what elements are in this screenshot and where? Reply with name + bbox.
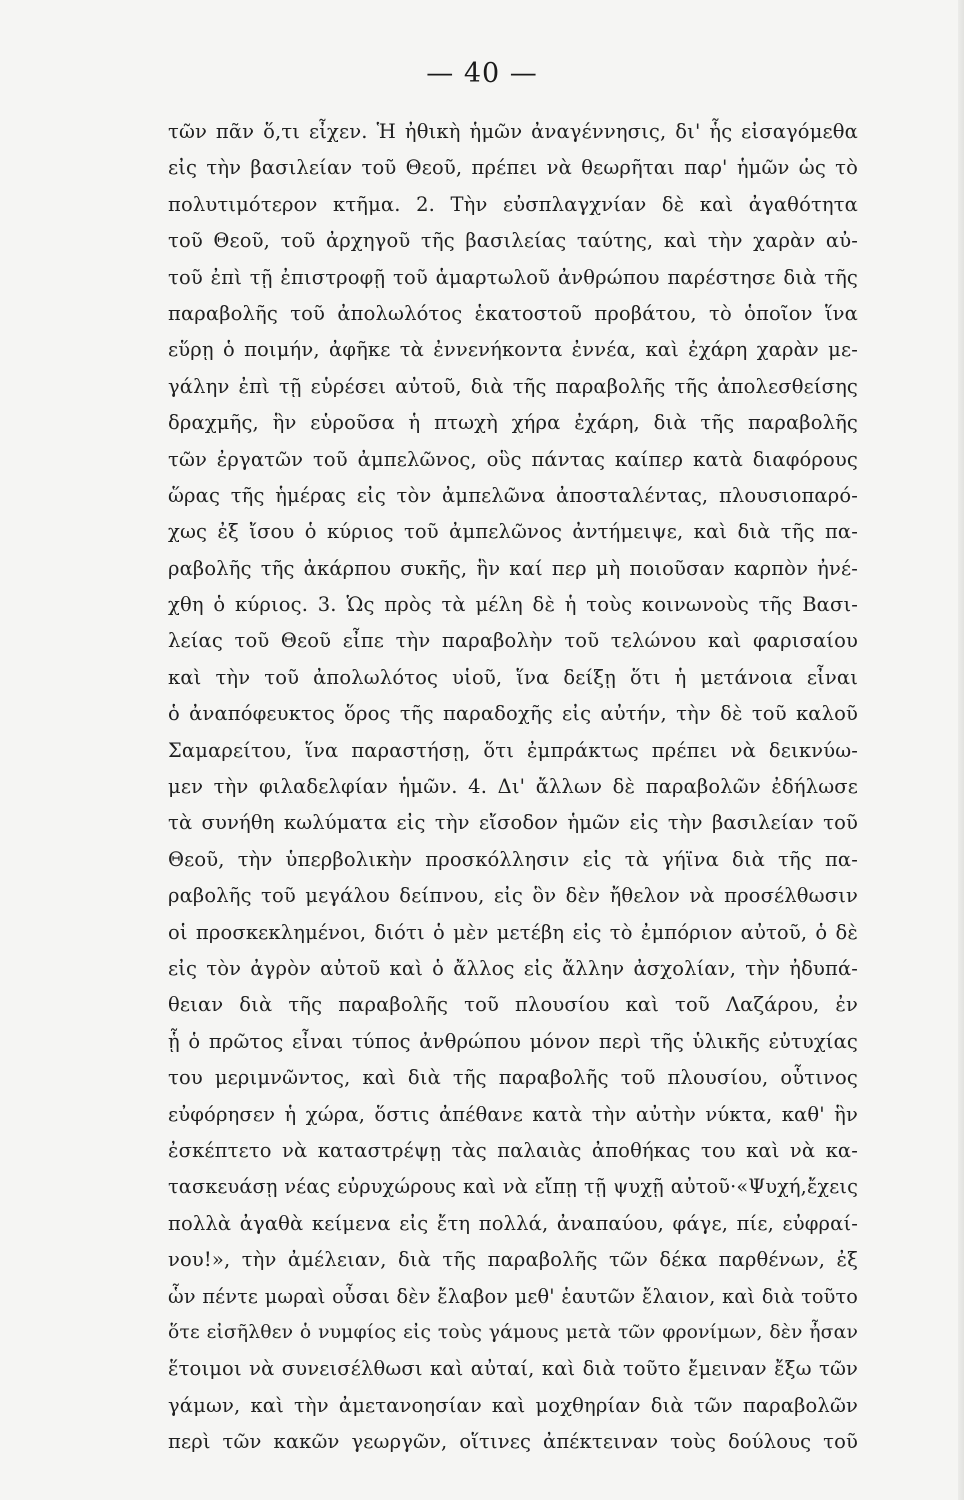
- text-line: οἱ προσκεκλημένοι, διότι ὁ μὲν μετέβη εἰς τὸ ἐμπόριον αὐτοῦ, ὁ δὲ: [168, 920, 858, 944]
- text-line: πολλὰ ἀγαθὰ κείμενα εἰς ἔτη πολλά, ἀναπαύου, φάγε, πίε, εὐφραί-: [168, 1211, 858, 1235]
- text-line: περὶ τῶν κακῶν γεωργῶν, οἵτινες ἀπέκτειναν τοὺς δούλους τοῦ: [168, 1430, 858, 1454]
- text-line: μεν τὴν φιλαδελφίαν ἡμῶν. 4. Δι' ἄλλων δὲ παραβολῶν ἐδήλωσε: [168, 775, 858, 799]
- text-line: ὧν πέντε μωραὶ οὖσαι δὲν ἔλαβον μεθ' ἑαυτῶν ἔλαιον, καὶ διὰ τοῦτο: [168, 1284, 858, 1308]
- scan-edge: [958, 0, 964, 1500]
- text-line: δραχμῆς, ἣν εὑροῦσα ἡ πτωχὴ χήρα ἐχάρη, διὰ τῆς παραβολῆς: [168, 411, 858, 435]
- text-line: ᾗ ὁ πρῶτος εἶναι τύπος ἀνθρώπου μόνον περὶ τῆς ὑλικῆς εὐτυχίας: [168, 1029, 858, 1053]
- text-line: ἕτοιμοι νὰ συνεισέλθωσι καὶ αὐταί, καὶ διὰ τοῦτο ἔμειναν ἔξω τῶν: [168, 1357, 858, 1381]
- text-line: πολυτιμότερον κτῆμα. 2. Τὴν εὐσπλαγχνίαν δὲ καὶ ἀγαθότητα: [168, 192, 858, 216]
- text-line: του μεριμνῶντος, καὶ διὰ τῆς παραβολῆς τοῦ πλουσίου, οὗτινος: [168, 1066, 858, 1090]
- text-line: εἰς τὸν ἀγρὸν αὐτοῦ καὶ ὁ ἄλλος εἰς ἄλλην ἀσχολίαν, τὴν ἠδυπά-: [168, 956, 858, 980]
- text-line: ὅτε εἰσῆλθεν ὁ νυμφίος εἰς τοὺς γάμους μετὰ τῶν φρονίμων, δὲν ἦσαν: [168, 1321, 858, 1343]
- text-line: ὁ ἀναπόφευκτος ὅρος τῆς παραδοχῆς εἰς αὐτήν, τὴν δὲ τοῦ καλοῦ: [168, 702, 858, 726]
- text-line: τὰ συνήθη κωλύματα εἰς τὴν εἴσοδον ἡμῶν εἰς τὴν βασιλείαν τοῦ: [168, 811, 858, 835]
- text-line: Θεοῦ, τὴν ὑπερβολικὴν προσκόλλησιν εἰς τὰ γήϊνα διὰ τῆς πα-: [168, 847, 858, 871]
- body-text: [168, 114, 858, 1460]
- text-line: γάμων, καὶ τὴν ἀμετανοησίαν καὶ μοχθηρίαν διὰ τῶν παραβολῶν: [168, 1393, 858, 1417]
- text-line: παραβολῆς τοῦ ἀπολωλότος ἑκατοστοῦ προβάτου, τὸ ὁποῖον ἵνα: [168, 301, 858, 325]
- text-line: τῶν πᾶν ὅ,τι εἶχεν. Ἡ ἠθικὴ ἡμῶν ἀναγέννησις, δι' ἧς εἰσαγόμεθα: [168, 120, 858, 143]
- page-number: — 40 —: [426, 58, 538, 89]
- text-line: τασκευάσῃ νέας εὐρυχώρους καὶ νὰ εἴπῃ τῇ ψυχῇ αὐτοῦ·«Ψυχή,ἔχεις: [168, 1175, 858, 1199]
- text-line: λείας τοῦ Θεοῦ εἶπε τὴν παραβολὴν τοῦ τελώνου καὶ φαρισαίου: [168, 629, 858, 653]
- text-line: τῶν ἐργατῶν τοῦ ἀμπελῶνος, οὓς πάντας καίπερ κατὰ διαφόρους: [168, 447, 858, 471]
- text-line: ραβολῆς τοῦ μεγάλου δείπνου, εἰς ὃν δὲν ἤθελον νὰ προσέλθωσιν: [168, 884, 858, 908]
- text-line: νου!», τὴν ἀμέλειαν, διὰ τῆς παραβολῆς τῶν δέκα παρθένων, ἐξ: [168, 1248, 858, 1272]
- text-line: ἐσκέπτετο νὰ καταστρέψῃ τὰς παλαιὰς ἀποθήκας του καὶ νὰ κα-: [168, 1138, 858, 1162]
- text-line: τοῦ ἐπὶ τῇ ἐπιστροφῇ τοῦ ἁμαρτωλοῦ ἀνθρώπου παρέστησε διὰ τῆς: [168, 265, 858, 289]
- text-line: εὕρῃ ὁ ποιμήν, ἀφῆκε τὰ ἐννενήκοντα ἐννέα, καὶ ἐχάρη χαρὰν με-: [168, 338, 858, 362]
- text-line: χως ἐξ ἴσου ὁ κύριος τοῦ ἀμπελῶνος ἀντήμειψε, καὶ διὰ τῆς πα-: [168, 520, 858, 544]
- text-line: ὥρας τῆς ἡμέρας εἰς τὸν ἀμπελῶνα ἀποσταλέντας, πλουσιοπαρό-: [168, 483, 858, 507]
- text-line: τοῦ Θεοῦ, τοῦ ἀρχηγοῦ τῆς βασιλείας ταύτης, καὶ τὴν χαρὰν αὐ-: [168, 229, 858, 253]
- text-line: ραβολῆς τῆς ἀκάρπου συκῆς, ἣν καί περ μὴ ποιοῦσαν καρπὸν ἠνέ-: [168, 556, 858, 580]
- text-line: Σαμαρείτου, ἵνα παραστήσῃ, ὅτι ἐμπράκτως πρέπει νὰ δεικνύω-: [168, 738, 858, 762]
- text-line: θειαν διὰ τῆς παραβολῆς τοῦ πλουσίου καὶ τοῦ Λαζάρου, ἐν: [168, 993, 858, 1017]
- text-line: καὶ τὴν τοῦ ἀπολωλότος υἱοῦ, ἵνα δείξῃ ὅτι ἡ μετάνοια εἶναι: [168, 665, 858, 689]
- text-line: χθη ὁ κύριος. 3. Ὡς πρὸς τὰ μέλη δὲ ἡ τοὺς κοινωνοὺς τῆς Βασι-: [168, 593, 858, 617]
- text-line: γάλην ἐπὶ τῇ εὑρέσει αὐτοῦ, διὰ τῆς παραβολῆς τῆς ἀπολεσθείσης: [168, 374, 858, 398]
- text-line: εἰς τὴν βασιλείαν τοῦ Θεοῦ, πρέπει νὰ θεωρῆται παρ' ἡμῶν ὡς τὸ: [168, 156, 858, 180]
- text-line: εὐφόρησεν ἡ χώρα, ὅστις ἀπέθανε κατὰ τὴν αὐτὴν νύκτα, καθ' ἣν: [168, 1102, 858, 1126]
